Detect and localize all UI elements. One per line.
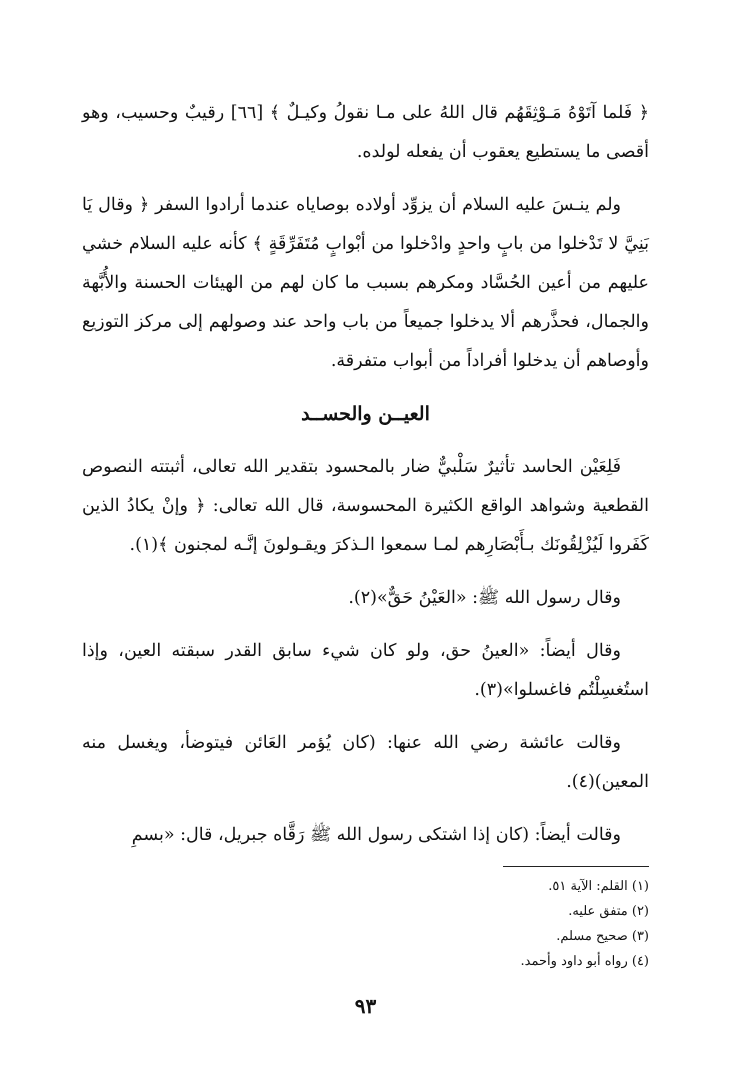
footnote-item: (٣) صحيح مسلم. <box>556 929 649 944</box>
paragraph-aisha-2: وقالت أيضاً: (كان إذا اشتكى رسول الله ﷺ رَقَّاه جبريل، قال: «بسمِ <box>131 825 621 845</box>
paragraph-yaqub-advice: ولم ينـسَ عليه السلام أن يزوِّد أولاده بوصاياه عندما أرادوا السفر ﴿ وقال يَا بَنِيَّ لا تَدْخلوا من بابٍ واحدٍ وادْخلوا من أبْوابٍ مُتَفَرِّقَةٍ ﴾ كأنه عليه السلام خشي عليهم من أعين الحُسَّاد ومكرهم بسبب ما كان لهم من الهيئات الحسنة والأُبَّهة والجمال، فحذَّرهم ألا يدخلوا جميعاً من باب واحد عند وصولهم إلى مركز التوزيع وأوصاهم أن يدخلوا أفراداً من أبواب متفرقة. <box>82 195 649 371</box>
footnotes <box>300 874 649 974</box>
footnote-item: (٤) رواه أبو داود وأحمد. <box>520 954 649 969</box>
section-heading: العيــن والحســد <box>301 403 430 425</box>
paragraph-hadith-1: وقال رسول الله ﷺ: «العَيْنُ حَقٌّ»(٢). <box>348 588 621 608</box>
main-text <box>82 94 649 869</box>
footnote-item: (١) القلم: الآية ٥١. <box>548 879 649 894</box>
footnote-item: (٢) متفق عليه. <box>568 904 649 919</box>
paragraph-hadith-2: وقال أيضاً: «العينُ حق، ولو كان شيء سابق القدر سبقته العين، وإذا استُغسِلْتُم فاغسلوا»(٣). <box>82 641 649 700</box>
footnote-divider <box>503 866 649 867</box>
paragraph-evil-eye: فَلِعَيْن الحاسد تأثيرٌ سَلْبيٌّ ضار بالمحسود بتقدير الله تعالى، أثبتته النصوص القطعية وشواهد الواقع الكثيرة المحسوسة، قال الله تعالى: ﴿ وإنْ يكادُ الذين كَفَروا لَيُزْلِقُونَك بـأَبْصَارِهم لمـا سمعوا الـذكرَ ويقـولونَ إنَّـه لمجنون ﴾(١). <box>82 457 649 555</box>
page-number: ٩٣ <box>354 994 377 1018</box>
paragraph-quran-verse: ﴿ فَلما آتَوْهُ مَـوْثِقَهُم قال اللهُ على مـا نقولُ وكيـلٌ ﴾ [٦٦] رقيبٌ وحسيب، وهو أقصى ما يستطيع يعقوب أن يفعله لولده. <box>82 103 649 162</box>
paragraph-aisha-1: وقالت عائشة رضي الله عنها: (كان يُؤمر العَائن فيتوضأ، ويغسل منه المعين)(٤). <box>82 733 649 792</box>
